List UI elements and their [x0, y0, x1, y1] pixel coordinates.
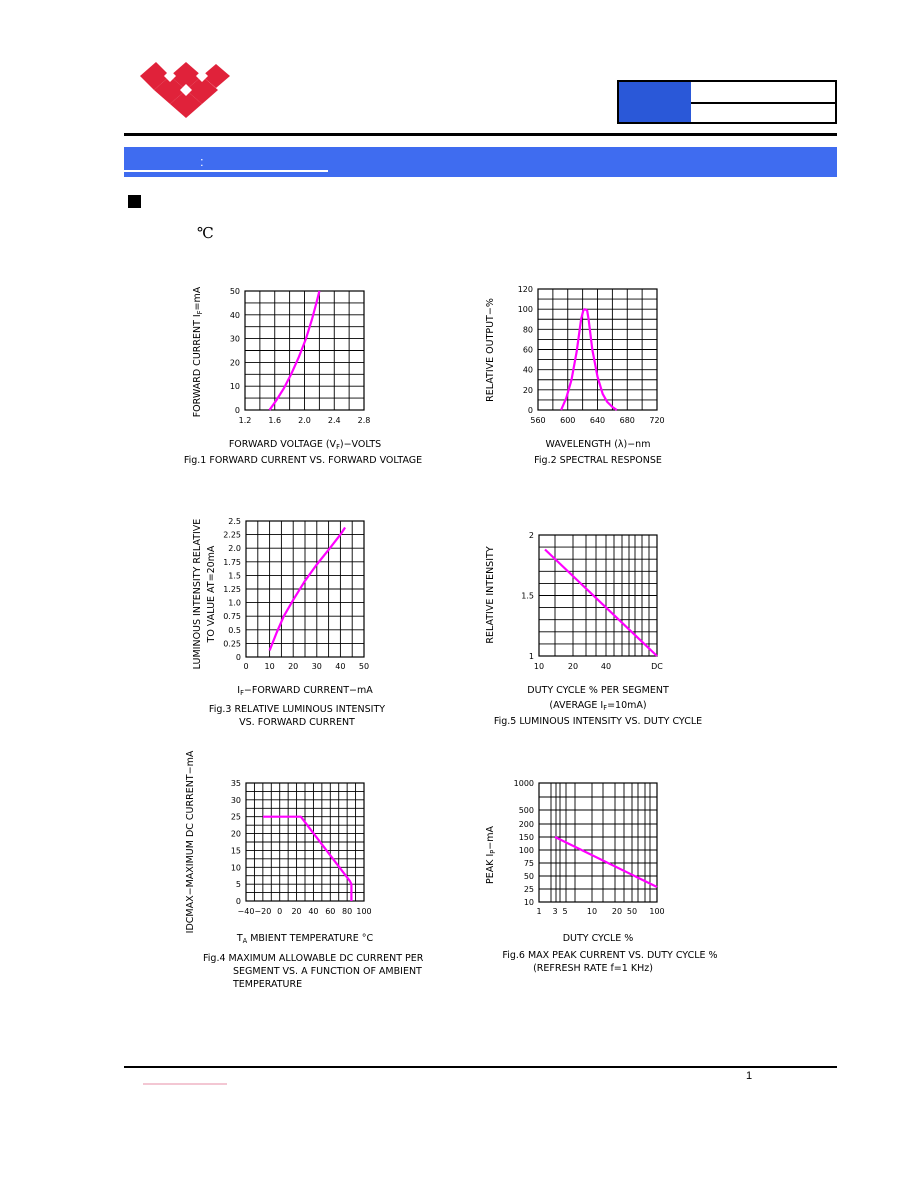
y-tick-label: 50	[229, 287, 240, 296]
x-tick-label: 1.6	[268, 416, 282, 425]
y-tick-label: 200	[518, 820, 534, 829]
y-axis-label: LUMINOUS INTENSITY RELATIVE	[192, 518, 203, 670]
label-part: =mA	[192, 286, 203, 311]
x-axis-label-note	[549, 700, 646, 712]
x-tick-label: −40	[237, 907, 255, 916]
y-tick-label: 2.5	[228, 517, 241, 526]
y-tick-label: 10	[230, 863, 241, 873]
y-tick-label: 1.25	[223, 585, 241, 594]
label-part: FORWARD CURRENT I	[192, 314, 203, 418]
y-tick-label: 1000	[513, 779, 534, 788]
label-part: FORWARD VOLTAGE (V	[228, 439, 337, 450]
series-line	[555, 837, 657, 887]
figure-caption: Fig.4 MAXIMUM ALLOWABLE DC CURRENT PER	[203, 953, 424, 964]
x-tick-label: 640	[589, 416, 606, 425]
label-part: −FORWARD CURRENT−mA	[243, 685, 373, 696]
y-tick-label: 1.5	[228, 571, 241, 581]
y-tick-label: 30	[230, 795, 241, 805]
y-tick-label: 10	[229, 382, 240, 392]
page-number: 1	[746, 1070, 753, 1082]
y-tick-label: 30	[229, 334, 240, 344]
y-tick-label: 120	[517, 285, 533, 294]
x-axis-label	[236, 933, 374, 945]
x-tick-label: 600	[560, 416, 576, 425]
y-tick-label: 1.75	[223, 557, 241, 567]
y-tick-label: 40	[229, 310, 240, 320]
x-tick-label: 1	[536, 907, 542, 916]
footer-rule	[124, 1066, 837, 1068]
y-tick-label: 1.5	[521, 591, 534, 601]
figure-caption: Fig.2 SPECTRAL RESPONSE	[534, 455, 662, 466]
y-tick-label: 35	[230, 779, 241, 788]
x-tick-label: 10	[533, 662, 545, 671]
figure-caption: SEGMENT VS. A FUNCTION OF AMBIENT	[233, 966, 422, 977]
x-tick-label: DC	[651, 662, 663, 671]
x-tick-label: 680	[619, 416, 635, 425]
label-part: I	[237, 685, 241, 696]
temperature-unit: ℃	[197, 224, 214, 242]
y-tick-label: 0	[527, 406, 533, 415]
chart-max-dc-current-vs-temperature	[185, 750, 424, 990]
label-subscript: P	[489, 849, 497, 854]
figure-caption: (REFRESH RATE f=1 KHz)	[533, 963, 653, 974]
x-axis-label	[229, 439, 381, 451]
y-tick-label: 150	[518, 833, 534, 842]
x-axis-label	[237, 685, 373, 697]
x-tick-label: 100	[649, 907, 665, 916]
x-tick-label: 0	[277, 907, 283, 916]
y-tick-label: 60	[522, 345, 533, 355]
y-tick-label: 5	[235, 880, 241, 890]
label-part: MBIENT TEMPERATURE °C	[247, 933, 374, 944]
chart-intensity-vs-duty-cycle	[485, 531, 702, 727]
y-tick-label: 1	[528, 652, 534, 661]
y-tick-label: 10	[523, 898, 534, 907]
y-tick-label: 0	[235, 653, 241, 662]
label-subscript: F	[603, 704, 608, 712]
y-tick-label: 75	[523, 859, 534, 868]
y-tick-label: 15	[230, 846, 241, 856]
x-tick-label: 30	[311, 662, 322, 671]
footer-accent-line	[143, 1083, 227, 1085]
y-tick-label: 50	[523, 872, 534, 881]
figure-caption: Fig.1 FORWARD CURRENT VS. FORWARD VOLTAGE	[183, 455, 423, 466]
chart-relative-luminous-intensity	[192, 517, 385, 728]
x-tick-label: 50	[626, 907, 638, 916]
y-tick-label: 0	[235, 897, 241, 906]
x-tick-label: 40	[600, 662, 612, 671]
x-tick-label: 40	[308, 907, 319, 916]
y-tick-label: 80	[522, 325, 533, 335]
y-tick-label: 2	[528, 531, 534, 540]
x-tick-label: 20	[291, 907, 302, 916]
label-part: −mA	[485, 825, 496, 850]
y-tick-label: 1.0	[228, 598, 241, 608]
y-tick-label: 40	[522, 365, 533, 375]
x-tick-label: 40	[335, 662, 346, 671]
y-axis-label: RELATIVE INTENSITY	[485, 546, 496, 644]
x-tick-label: 60	[325, 907, 336, 916]
x-tick-label: 100	[356, 907, 372, 916]
y-tick-label: 25	[523, 885, 534, 894]
y-axis-label	[485, 825, 497, 884]
plot-frame	[539, 783, 657, 902]
y-tick-label: 0.5	[228, 625, 241, 635]
figure-caption: VS. FORWARD CURRENT	[239, 717, 355, 728]
y-axis-label	[192, 286, 204, 417]
label-subscript: A	[242, 937, 248, 945]
x-tick-label: 0	[243, 662, 249, 671]
figure-caption: Fig.6 MAX PEAK CURRENT VS. DUTY CYCLE %	[502, 950, 718, 961]
x-tick-label: 720	[649, 416, 665, 425]
label-subscript: F	[240, 689, 244, 697]
y-tick-label: 25	[230, 812, 241, 822]
y-tick-label: 500	[518, 806, 534, 815]
chart-peak-current-vs-duty-cycle	[485, 779, 718, 974]
x-tick-label: 20	[567, 662, 579, 671]
x-tick-label: 560	[530, 416, 546, 425]
series-line	[545, 550, 657, 657]
label-subscript: F	[336, 443, 340, 451]
x-tick-label: 2.8	[357, 416, 371, 425]
y-tick-label: 2.0	[228, 544, 241, 554]
x-axis-label: DUTY CYCLE %	[562, 933, 634, 944]
y-tick-label: 20	[230, 829, 241, 839]
y-tick-label: 20	[229, 358, 240, 368]
y-axis-label: RELATIVE OUTPUT−%	[485, 298, 496, 402]
x-tick-label: 20	[288, 662, 299, 671]
y-tick-label: 100	[518, 846, 534, 855]
x-tick-label: 2.0	[298, 416, 311, 425]
y-tick-label: 0	[234, 406, 240, 415]
figure-caption: Fig.5 LUMINOUS INTENSITY VS. DUTY CYCLE	[493, 716, 703, 727]
x-tick-label: 50	[358, 662, 370, 671]
label-subscript: F	[196, 310, 204, 315]
x-tick-label: −20	[254, 907, 272, 916]
chart-spectral-response	[485, 285, 665, 466]
x-tick-label: 2.4	[327, 416, 341, 425]
x-axis-label: DUTY CYCLE % PER SEGMENT	[527, 685, 669, 696]
label-part: =10mA)	[607, 700, 647, 711]
x-tick-label: 3	[552, 907, 558, 916]
x-tick-label: 10	[264, 662, 275, 671]
figure-caption: TEMPERATURE	[233, 979, 303, 990]
y-tick-label: 20	[522, 385, 533, 395]
y-tick-label: 0.25	[223, 639, 241, 649]
label-part: PEAK I	[485, 853, 496, 885]
y-tick-label: 100	[517, 305, 533, 315]
y-tick-label: 0.75	[223, 612, 241, 622]
label-part: (AVERAGE I	[549, 700, 604, 711]
label-part: )−VOLTS	[339, 439, 382, 450]
x-tick-label: 1.2	[238, 416, 252, 425]
section-header-colon: :	[200, 154, 204, 169]
x-tick-label: 20	[611, 907, 623, 916]
x-axis-label: WAVELENGTH (λ)−nm	[545, 439, 651, 450]
label-part: T	[236, 933, 243, 944]
chart-forward-current-vs-voltage	[184, 286, 422, 466]
y-tick-label: 2.25	[223, 530, 241, 540]
x-tick-label: 5	[562, 907, 568, 916]
y-axis-label: TO VALUE AT=20mA	[206, 545, 217, 643]
x-tick-label: 10	[586, 907, 598, 916]
x-tick-label: 80	[342, 907, 353, 916]
figure-caption: Fig.3 RELATIVE LUMINOUS INTENSITY	[208, 704, 386, 715]
y-axis-label: IDCMAX−MAXIMUM DC CURRENT−mA	[185, 750, 196, 934]
